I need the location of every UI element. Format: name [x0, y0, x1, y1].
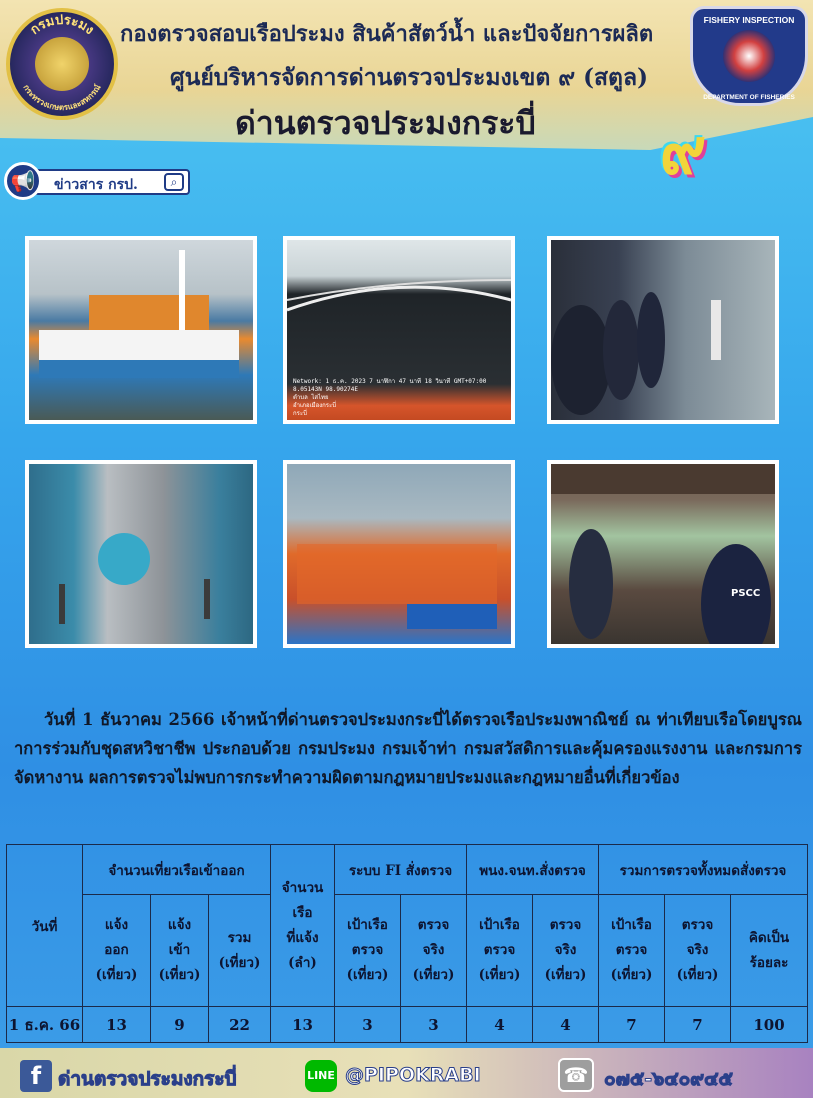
sub-total-target: เป้าเรือ ตรวจ (เที่ยว): [599, 895, 665, 1007]
sub-fi-target: เป้าเรือ ตรวจ (เที่ยว): [335, 895, 401, 1007]
photo-pscc-officer: [547, 460, 779, 648]
news-button[interactable]: [4, 162, 189, 200]
left-logo-top-text: กรมประมง: [27, 11, 98, 38]
col-date-header: วันที่: [7, 845, 83, 1007]
sub-notify-out: แจ้ง ออก (เที่ยว): [83, 895, 151, 1007]
geotag-line3: ตำบล ไสไทย: [293, 394, 329, 401]
sub-notify-in: แจ้ง เข้า (เที่ยว): [151, 895, 209, 1007]
group-fi-header: ระบบ FI สั่งตรวจ: [335, 845, 467, 895]
table-cell-in: 9: [151, 1007, 209, 1043]
group-officer-header: พนง.จนท.สั่งตรวจ: [467, 845, 599, 895]
facebook-page-link[interactable]: ด่านตรวจประมงกระบี่: [58, 1068, 237, 1090]
pscc-vest-text: PSCC: [731, 588, 761, 599]
region-numeral: ๙: [659, 114, 707, 189]
geotag-line2: 8.05143N 98.90274E: [293, 386, 359, 393]
sub-total-actual: ตรวจ จริง (เที่ยว): [665, 895, 731, 1007]
table-row: [7, 1007, 808, 1043]
table-cell-vessels: 13: [271, 1007, 335, 1043]
right-logo-top-text: FISHERY INSPECTION: [703, 15, 795, 25]
table-cell-date: 1 ธ.ค. 66: [7, 1007, 83, 1043]
inspection-table: [6, 844, 808, 1043]
line-icon[interactable]: LINE: [305, 1060, 337, 1092]
news-pill[interactable]: [34, 169, 190, 195]
photo-geotag: [293, 378, 486, 418]
group-trips-header: จำนวนเที่ยวเรือเข้าออก: [83, 845, 271, 895]
table-cell-percent: 100: [731, 1007, 808, 1043]
table-cell-out: 13: [83, 1007, 151, 1043]
geotag-line5: กระบี่: [293, 410, 307, 417]
photo-fish-catch: [25, 460, 257, 648]
department-of-fisheries-logo: [6, 8, 118, 120]
photo-crew-on-deck: [283, 460, 515, 648]
phone-number[interactable]: ๐๗๕-๖๔๐๙๔๕: [604, 1068, 733, 1090]
table-cell-total-actual: 7: [665, 1007, 731, 1043]
paragraph-text: วันที่ 1 ธันวาคม 2566 เจ้าหน้าที่ด่านตรวจประมงกระบี่ได้ตรวจเรือประมงพาณิชย์ ณ ท่าเทียบเรือโดยบูรณาการร่วมกับชุดสหวิชาชีพ ประกอบด้วย กรมประมง กรมเจ้าท่า กรมสวัสดิการและคุ้มครองแรงงาน และกรมการจัดหางาน ผลการตรวจไม่พบการกระทำความผิดตามกฎหมายประมงและกฎหมายอื่นที่เกี่ยวข้อง: [14, 710, 802, 787]
svg-text:กระทรวงเกษตรและสหกรณ์: [21, 82, 103, 112]
header-title-line3: ด่านตรวจประมงกระบี่: [235, 104, 536, 142]
right-logo-bottom-text: DEPARTMENT OF FISHERIES: [703, 94, 795, 101]
left-logo-bottom-text: กระทรวงเกษตรและสหกรณ์: [21, 83, 103, 113]
svg-text:กรมประมง: [27, 12, 97, 37]
fishery-inspection-logo: [690, 6, 808, 106]
photo-officers-inspecting: [547, 236, 779, 424]
table-cell-officer-actual: 4: [533, 1007, 599, 1043]
photo-fishing-net: [283, 236, 515, 424]
sub-officer-target: เป้าเรือ ตรวจ (เที่ยว): [467, 895, 533, 1007]
news-paragraph: [14, 705, 802, 792]
megaphone-icon: 📢: [4, 162, 42, 200]
sub-trips-total: รวม (เที่ยว): [209, 895, 271, 1007]
facebook-icon[interactable]: f: [20, 1060, 52, 1092]
search-icon[interactable]: ⌕: [164, 173, 184, 191]
geotag-line1: Network: 1 ธ.ค. 2023 7 นาฬิกา 47 นาที 18 วินาที GMT+07:00: [293, 378, 487, 385]
header-title-line1: กองตรวจสอบเรือประมง สินค้าสัตว์น้ำ และปัจจัยการผลิต: [120, 21, 654, 47]
geotag-line4: อำเภอเมืองกระบี่: [293, 402, 337, 409]
table-cell-fi-actual: 3: [401, 1007, 467, 1043]
sub-fi-actual: ตรวจ จริง (เที่ยว): [401, 895, 467, 1007]
col-vessels-header: จำนวน เรือ ที่แจ้ง (ลำ): [271, 845, 335, 1007]
sub-officer-actual: ตรวจ จริง (เที่ยว): [533, 895, 599, 1007]
table-cell-trips-total: 22: [209, 1007, 271, 1043]
phone-icon[interactable]: ☎: [558, 1058, 594, 1092]
group-total-header: รวมการตรวจทั้งหมดสั่งตรวจ: [599, 845, 808, 895]
table-cell-officer-target: 4: [467, 1007, 533, 1043]
news-label: ข่าวสาร กรป.: [54, 177, 138, 193]
photo-boat-crew: [25, 236, 257, 424]
table-cell-total-target: 7: [599, 1007, 665, 1043]
table-cell-fi-target: 3: [335, 1007, 401, 1043]
line-id-link[interactable]: @PIPOKRABI: [345, 1064, 481, 1086]
header-title-line2: ศูนย์บริหารจัดการด่านตรวจประมงเขต ๙ (สตูล): [170, 64, 648, 91]
sub-total-percent: คิดเป็น ร้อยละ: [731, 895, 808, 1007]
